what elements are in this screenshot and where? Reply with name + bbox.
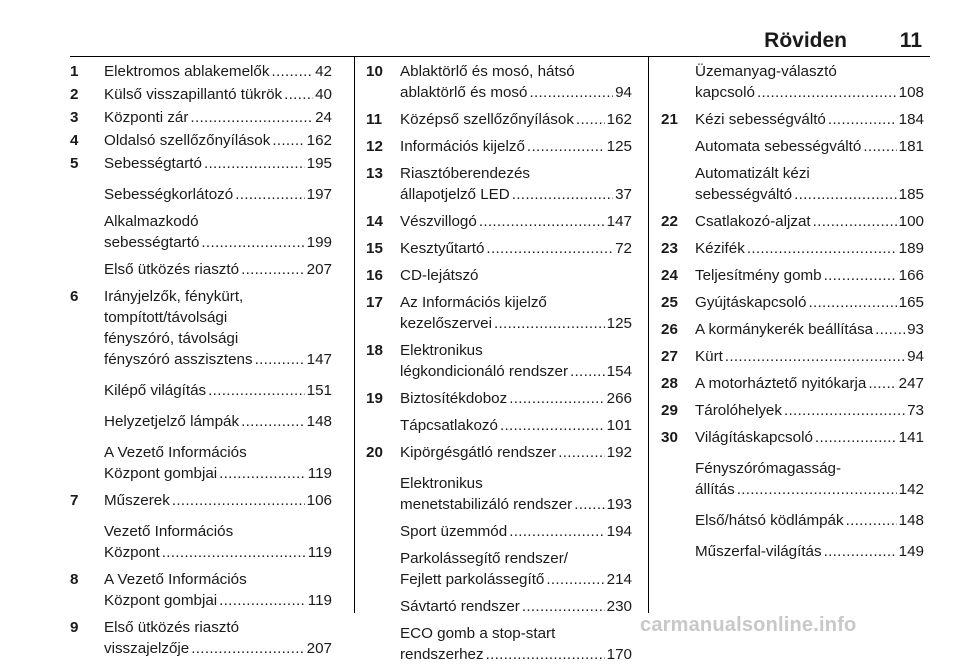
page-reference: 125	[606, 138, 632, 155]
page-reference: 141	[898, 429, 924, 446]
index-entry[interactable]	[661, 136, 924, 157]
index-entry[interactable]	[70, 153, 332, 174]
entry-text: Automata sebességváltó	[695, 138, 862, 155]
page-reference: 230	[606, 598, 632, 615]
item-number: 30	[661, 429, 678, 446]
dot-leader	[757, 82, 897, 103]
index-entry[interactable]	[70, 380, 332, 401]
entry-text: fényszóró asszisztens	[104, 351, 253, 368]
dot-leader	[241, 411, 305, 432]
dot-leader	[204, 153, 305, 174]
index-entry[interactable]	[70, 61, 332, 82]
index-entry[interactable]	[661, 373, 924, 394]
page-reference: 142	[898, 481, 924, 498]
entry-text: Az Információs kijelző	[400, 294, 547, 311]
index-column-1	[70, 61, 332, 659]
page-reference: 148	[306, 413, 332, 430]
dot-leader	[486, 644, 605, 665]
page-reference: 125	[606, 315, 632, 332]
dot-leader	[162, 542, 306, 563]
page-reference: 247	[898, 375, 924, 392]
index-entry[interactable]	[366, 61, 632, 103]
dot-leader	[172, 490, 305, 511]
page-reference: 193	[606, 496, 632, 513]
column-divider	[354, 57, 355, 613]
entry-text: kapcsoló	[695, 84, 755, 101]
dot-leader	[272, 130, 304, 151]
item-number: 29	[661, 402, 678, 419]
page-reference: 147	[306, 351, 332, 368]
index-entry[interactable]	[366, 136, 632, 157]
index-entry[interactable]	[70, 211, 332, 253]
item-number: 23	[661, 240, 678, 257]
item-number: 10	[366, 63, 383, 80]
page-reference: 106	[306, 492, 332, 509]
index-entry[interactable]	[661, 346, 924, 367]
entry-text: menetstabilizáló rendszer	[400, 496, 573, 513]
entry-text: Oldalsó szellőzőnyílások	[104, 132, 271, 149]
dot-leader	[494, 313, 605, 334]
page-reference: 24	[315, 109, 332, 126]
item-number: 26	[661, 321, 678, 338]
entry-text: Fényszórómagasság-	[695, 460, 842, 477]
index-entry[interactable]	[661, 541, 924, 562]
dot-leader	[512, 184, 613, 205]
index-entry[interactable]	[366, 442, 632, 463]
item-number: 5	[70, 155, 79, 172]
page-reference: 194	[606, 523, 632, 540]
entry-text: Elektronikus	[400, 342, 483, 359]
page-reference: 192	[606, 444, 632, 461]
entry-text: Kesztyűtartó	[400, 240, 485, 257]
entry-text: Riasztóberendezés	[400, 165, 531, 182]
dot-leader	[824, 265, 897, 286]
entry-text: Sport üzemmód	[400, 523, 508, 540]
index-entry[interactable]	[661, 211, 924, 232]
index-entry[interactable]	[661, 238, 924, 259]
dot-leader	[813, 211, 897, 232]
page-reference: 101	[606, 417, 632, 434]
page-title: Röviden	[764, 29, 847, 52]
entry-text: Elektronikus	[400, 475, 483, 492]
entry-text: A Vezető Információs	[104, 571, 247, 588]
entry-text: Központ gombjai	[104, 592, 218, 609]
entry-text: Automatizált kézi	[695, 165, 810, 182]
entry-text: Középső szellőzőnyílások	[400, 111, 574, 128]
item-number: 13	[366, 165, 383, 182]
dot-leader	[208, 380, 305, 401]
entry-text: Sebességkorlátozó	[104, 186, 234, 203]
dot-leader	[241, 259, 305, 280]
page-reference: 119	[307, 465, 332, 482]
page-reference: 108	[898, 84, 924, 101]
dot-leader	[191, 638, 304, 659]
item-number: 9	[70, 619, 79, 636]
item-number: 11	[366, 111, 383, 128]
dot-leader	[527, 136, 605, 157]
dot-leader	[219, 590, 306, 611]
item-number: 2	[70, 86, 79, 103]
index-entry[interactable]	[661, 265, 924, 286]
entry-text: Központ gombjai	[104, 465, 218, 482]
entry-text: Központ	[104, 544, 160, 561]
item-number: 6	[70, 288, 79, 305]
index-column-2	[366, 61, 632, 665]
index-entry[interactable]	[366, 340, 632, 382]
index-entry[interactable]	[366, 521, 632, 542]
entry-text: Első ütközés riasztó	[104, 619, 240, 636]
item-number: 20	[366, 444, 383, 461]
page-reference: 151	[306, 382, 332, 399]
entry-text: Ablaktörlő és mosó, hátsó	[400, 63, 575, 80]
dot-leader	[808, 292, 896, 313]
page-reference: 214	[606, 571, 632, 588]
index-entry[interactable]	[70, 490, 332, 511]
page-number: 11	[899, 29, 922, 52]
entry-text: A motorháztető nyitókarja	[695, 375, 867, 392]
dot-leader	[875, 319, 905, 340]
dot-leader	[271, 61, 313, 82]
dot-leader	[201, 232, 304, 253]
dot-leader	[794, 184, 897, 205]
index-entry[interactable]	[366, 265, 632, 286]
index-entry[interactable]	[70, 259, 332, 280]
page-reference: 119	[307, 544, 332, 561]
page-reference: 119	[307, 592, 332, 609]
index-entry[interactable]	[70, 411, 332, 432]
index-entry[interactable]	[366, 211, 632, 232]
index-entry[interactable]	[661, 163, 924, 205]
entry-text: Alkalmazkodó	[104, 213, 199, 230]
index-entry[interactable]	[366, 388, 632, 409]
index-entry[interactable]	[366, 163, 632, 205]
dot-leader	[846, 510, 897, 531]
entry-text: Kézifék	[695, 240, 745, 257]
page-reference: 93	[907, 321, 924, 338]
entry-text: Műszerfal-világítás	[695, 543, 822, 560]
dot-leader	[509, 388, 604, 409]
entry-text: Tárolóhelyek	[695, 402, 782, 419]
item-number: 12	[366, 138, 383, 155]
item-number: 28	[661, 375, 678, 392]
item-number: 1	[70, 63, 79, 80]
dot-leader	[284, 84, 313, 105]
index-entry[interactable]	[366, 415, 632, 436]
item-number: 17	[366, 294, 383, 311]
dot-leader	[546, 569, 604, 590]
index-entry[interactable]	[366, 109, 632, 130]
index-entry[interactable]	[661, 510, 924, 531]
page-reference: 170	[606, 646, 632, 663]
index-entry[interactable]	[70, 130, 332, 151]
entry-text: Sávtartó rendszer	[400, 598, 520, 615]
page-reference: 166	[898, 267, 924, 284]
entry-text: Kilépő világítás	[104, 382, 207, 399]
entry-text: Teljesítmény gomb	[695, 267, 822, 284]
entry-text: Vészvillogó	[400, 213, 477, 230]
page-reference: 148	[898, 512, 924, 529]
entry-text: Kürt	[695, 348, 723, 365]
page-reference: 42	[315, 63, 332, 80]
dot-leader	[828, 109, 897, 130]
dot-leader	[863, 136, 896, 157]
page-reference: 189	[898, 240, 924, 257]
entry-text: Műszerek	[104, 492, 170, 509]
entry-text: CD-lejátszó	[400, 267, 479, 284]
page-reference: 185	[898, 186, 924, 203]
column-divider	[648, 57, 649, 613]
entry-text: sebességváltó	[695, 186, 793, 203]
page-reference: 199	[306, 234, 332, 251]
page-reference: 40	[315, 86, 332, 103]
index-entry[interactable]	[70, 107, 332, 128]
entry-text: fényszóró, távolsági	[104, 330, 239, 347]
page-reference: 162	[306, 132, 332, 149]
dot-leader	[190, 107, 313, 128]
item-number: 18	[366, 342, 383, 359]
index-entry[interactable]	[366, 596, 632, 617]
dot-leader	[784, 400, 905, 421]
item-number: 21	[661, 111, 678, 128]
index-entry[interactable]	[366, 623, 632, 665]
entry-text: Parkolássegítő rendszer/	[400, 550, 568, 567]
index-entry[interactable]	[70, 442, 332, 484]
entry-text: Kipörgésgátló rendszer	[400, 444, 557, 461]
page-reference: 73	[907, 402, 924, 419]
dot-leader	[815, 427, 897, 448]
item-number: 25	[661, 294, 678, 311]
dot-leader	[486, 238, 613, 259]
page-reference: 37	[615, 186, 632, 203]
entry-text: állítás	[695, 481, 735, 498]
dot-leader	[737, 479, 897, 500]
dot-leader	[558, 442, 604, 463]
item-number: 24	[661, 267, 678, 284]
dot-leader	[725, 346, 905, 367]
entry-text: Elektromos ablakemelők	[104, 63, 270, 80]
entry-text: A kormánykerék beállítása	[695, 321, 874, 338]
index-entry[interactable]	[366, 238, 632, 259]
item-number: 16	[366, 267, 383, 284]
entry-text: ablaktörlő és mosó	[400, 84, 528, 101]
item-number: 3	[70, 109, 79, 126]
dot-leader	[868, 373, 896, 394]
entry-text: Üzemanyag-választó	[695, 63, 837, 80]
index-entry[interactable]	[366, 473, 632, 515]
entry-text: tompított/távolsági	[104, 309, 228, 326]
entry-text: Külső visszapillantó tükrök	[104, 86, 283, 103]
dot-leader	[574, 494, 604, 515]
page-header	[70, 27, 930, 57]
item-number: 8	[70, 571, 79, 588]
entry-text: Csatlakozó-aljzat	[695, 213, 811, 230]
index-column-3	[661, 61, 924, 562]
index-entry[interactable]	[70, 84, 332, 105]
index-entry[interactable]	[661, 109, 924, 130]
watermark: carmanualsonline.info	[640, 614, 857, 636]
entry-text: Információs kijelző	[400, 138, 525, 155]
page-reference: 94	[907, 348, 924, 365]
index-entry[interactable]	[661, 427, 924, 448]
entry-text: légkondicionáló rendszer	[400, 363, 569, 380]
entry-text: Központi zár	[104, 109, 189, 126]
entry-text: visszajelzője	[104, 640, 190, 657]
entry-text: Fejlett parkolássegítő	[400, 571, 545, 588]
entry-text: Világításkapcsoló	[695, 429, 813, 446]
entry-text: kezelőszervei	[400, 315, 493, 332]
index-entry[interactable]	[70, 521, 332, 563]
page-reference: 181	[898, 138, 924, 155]
entry-text: Irányjelzők, fénykürt,	[104, 288, 244, 305]
item-number: 27	[661, 348, 678, 365]
dot-leader	[747, 238, 897, 259]
page-reference: 147	[606, 213, 632, 230]
entry-text: Vezető Információs	[104, 523, 234, 540]
index-entry[interactable]	[366, 292, 632, 334]
item-number: 15	[366, 240, 383, 257]
entry-text: A Vezető Információs	[104, 444, 247, 461]
page-reference: 94	[615, 84, 632, 101]
dot-leader	[570, 361, 605, 382]
index-entry[interactable]	[661, 61, 924, 103]
dot-leader	[824, 541, 897, 562]
page-reference: 207	[306, 640, 332, 657]
dot-leader	[235, 184, 304, 205]
entry-text: Gyújtáskapcsoló	[695, 294, 807, 311]
dot-leader	[522, 596, 605, 617]
index-entry[interactable]	[661, 319, 924, 340]
dot-leader	[529, 82, 613, 103]
index-entry[interactable]	[70, 184, 332, 205]
page-reference: 266	[606, 390, 632, 407]
header-rule	[70, 56, 930, 57]
index-entry[interactable]	[70, 286, 332, 370]
item-number: 19	[366, 390, 383, 407]
page-reference: 149	[898, 543, 924, 560]
item-number: 14	[366, 213, 383, 230]
item-number: 7	[70, 492, 79, 509]
entry-text: sebességtartó	[104, 234, 200, 251]
entry-text: ECO gomb a stop-start	[400, 625, 556, 642]
entry-text: Sebességtartó	[104, 155, 202, 172]
dot-leader	[255, 349, 305, 370]
dot-leader	[479, 211, 605, 232]
item-number: 4	[70, 132, 79, 149]
entry-text: Tápcsatlakozó	[400, 417, 498, 434]
dot-leader	[219, 463, 306, 484]
index-entry[interactable]	[70, 617, 332, 659]
entry-text: Első ütközés riasztó	[104, 261, 240, 278]
page-reference: 100	[898, 213, 924, 230]
page-reference: 184	[898, 111, 924, 128]
entry-text: állapotjelző LED	[400, 186, 510, 203]
page-reference: 195	[306, 155, 332, 172]
item-number: 22	[661, 213, 678, 230]
index-entry[interactable]	[661, 458, 924, 500]
page-reference: 72	[615, 240, 632, 257]
index-entry[interactable]	[661, 400, 924, 421]
dot-leader	[576, 109, 605, 130]
page-reference: 162	[606, 111, 632, 128]
index-entry[interactable]	[661, 292, 924, 313]
entry-text: Biztosítékdoboz	[400, 390, 508, 407]
page-reference: 207	[306, 261, 332, 278]
entry-text: Helyzetjelző lámpák	[104, 413, 240, 430]
dot-leader	[500, 415, 605, 436]
dot-leader	[509, 521, 604, 542]
entry-text: Kézi sebességváltó	[695, 111, 826, 128]
entry-text: rendszerhez	[400, 646, 484, 663]
page-reference: 165	[898, 294, 924, 311]
entry-text: Első/hátsó ködlámpák	[695, 512, 844, 529]
index-entry[interactable]	[70, 569, 332, 611]
page-reference: 154	[606, 363, 632, 380]
index-entry[interactable]	[366, 548, 632, 590]
page-reference: 197	[306, 186, 332, 203]
